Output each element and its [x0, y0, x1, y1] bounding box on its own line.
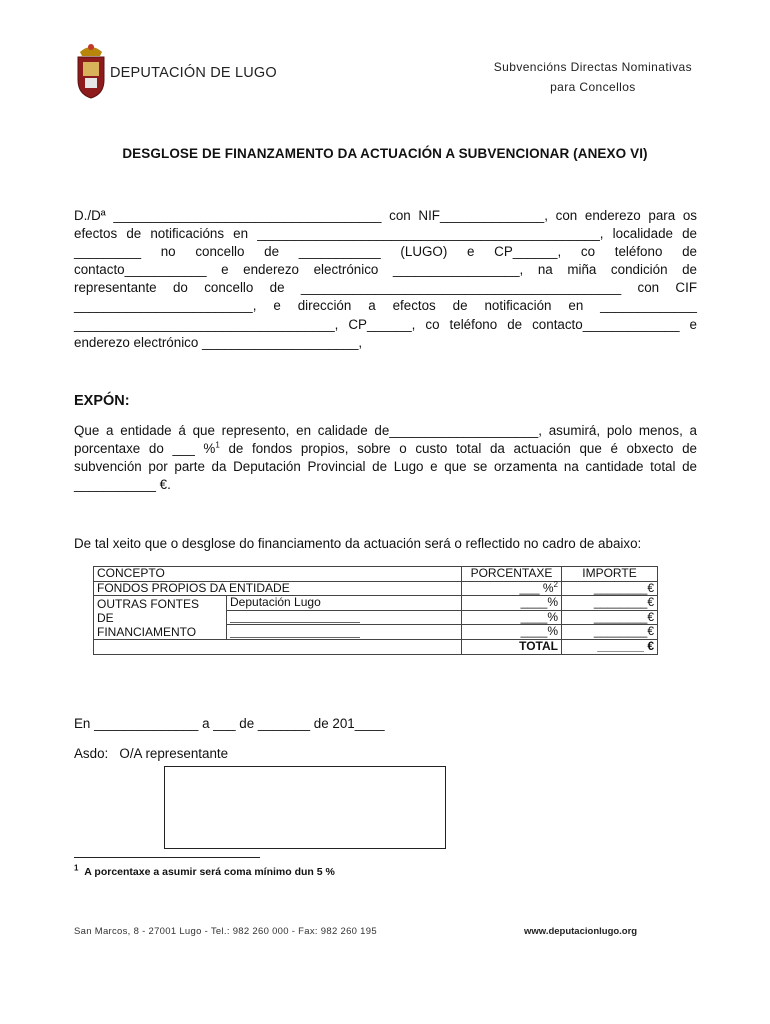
intro-line: _________ no concello de ___________ (LUGO) e CP______, co teléfono de: [74, 244, 697, 260]
subtitle-line-1: Subvencións Directas Nominativas: [493, 60, 692, 74]
expon-line-part: de fondos propios, sobre o custo total da actuación que é obxecto de: [219, 441, 697, 457]
footnote-text: A porcentaxe a asumir será coma mínimo dun 5 %: [84, 866, 335, 878]
intro-paragraph: [74, 207, 697, 352]
total-empty-cell: [94, 640, 462, 655]
signature-box[interactable]: [164, 766, 446, 849]
footnote-ref: 1: [215, 440, 220, 450]
header-subtitle: [494, 57, 692, 97]
intro-line: D./Dª ____________________________________ con NIF______________, con enderezo para os: [74, 208, 697, 223]
intro-line: ___________________________________, CP______, co teléfono de contacto_____________ e: [74, 316, 697, 332]
signed-label: Asdo: O/A representante: [74, 746, 229, 761]
outras-fontes-line: OUTRAS FONTES: [97, 597, 200, 611]
header-concepto: CONCEPTO: [94, 567, 462, 582]
blank-line: [230, 627, 360, 638]
table-intro: De tal xeito que o desglose do financiamento da actuación será o reflectido no cadro de abaixo:: [74, 536, 642, 551]
date-line: En ______________ a ___ de _______ de 201____: [74, 716, 385, 731]
total-label: TOTAL: [462, 640, 562, 655]
source-percentage[interactable]: ____%: [462, 610, 562, 625]
coat-of-arms-logo: [74, 42, 108, 100]
table-row: [94, 581, 658, 596]
organization-name: DEPUTACIÓN DE LUGO: [110, 65, 277, 81]
footer-address: San Marcos, 8 - 27001 Lugo - Tel.: 982 260 000 - Fax: 982 260 195: [74, 926, 377, 937]
expon-heading: EXPÓN:: [74, 393, 130, 409]
total-amount[interactable]: _______ €: [562, 640, 658, 655]
header-importe: IMPORTE: [562, 567, 658, 582]
outras-fontes-label: [94, 596, 227, 640]
expon-line: ___________ €.: [74, 477, 171, 493]
intro-line: ________________________, e dirección a efectos de notificación en _____________: [74, 298, 697, 314]
document-title: DESGLOSE DE FINANZAMENTO DA ACTUACIÓN A SUBVENCIONAR (ANEXO VI): [122, 146, 648, 161]
header-porcentaxe: PORCENTAXE: [462, 567, 562, 582]
expon-line: [74, 440, 697, 458]
outras-fontes-line: FINANCIAMENTO: [97, 625, 197, 639]
financing-table: [93, 566, 658, 655]
other-source-blank[interactable]: [227, 625, 462, 640]
footnote-ref-2: 2: [553, 579, 558, 589]
intro-line: enderezo electrónico _____________________,: [74, 334, 363, 350]
percentage-blank: ___ %: [519, 580, 554, 595]
subtitle-line-2: para Concellos: [550, 80, 636, 94]
footnote-number: 1: [74, 863, 79, 873]
source-amount[interactable]: ________€: [562, 596, 658, 611]
intro-line: representante do concello de ___________________________________________ con CIF: [74, 280, 697, 296]
footnote-divider: [74, 857, 260, 858]
footer-website-link[interactable]: www.deputacionlugo.org: [524, 926, 638, 937]
expon-paragraph: [74, 422, 697, 494]
footnote: [74, 863, 335, 878]
intro-line: efectos de notificacións en ______________________________________________, localidade de: [74, 226, 697, 242]
expon-line-part: porcentaxe do ___ %: [74, 441, 216, 457]
fondos-percentage[interactable]: [462, 581, 562, 596]
source-percentage[interactable]: ____%: [462, 596, 562, 611]
row-fondos-propios: FONDOS PROPIOS DA ENTIDADE: [94, 581, 462, 596]
blank-line: [230, 612, 360, 623]
source-amount[interactable]: ________€: [562, 610, 658, 625]
deputacion-lugo-source[interactable]: Deputación Lugo: [227, 596, 462, 611]
table-header-row: [94, 567, 658, 582]
source-percentage[interactable]: ____%: [462, 625, 562, 640]
fondos-amount[interactable]: ________€: [562, 581, 658, 596]
table-total-row: [94, 640, 658, 655]
source-amount[interactable]: ________€: [562, 625, 658, 640]
expon-line: subvención por parte da Deputación Provincial de Lugo e que se orzamenta na cantidade total de: [74, 459, 697, 475]
expon-line: Que a entidade á que represento, en calidade de____________________, asumirá, polo menos, a: [74, 423, 697, 438]
table-row: [94, 596, 658, 611]
outras-fontes-line: DE: [97, 611, 114, 625]
other-source-blank[interactable]: [227, 610, 462, 625]
intro-line: contacto___________ e enderezo electrónico _________________, na miña condición de: [74, 262, 697, 278]
